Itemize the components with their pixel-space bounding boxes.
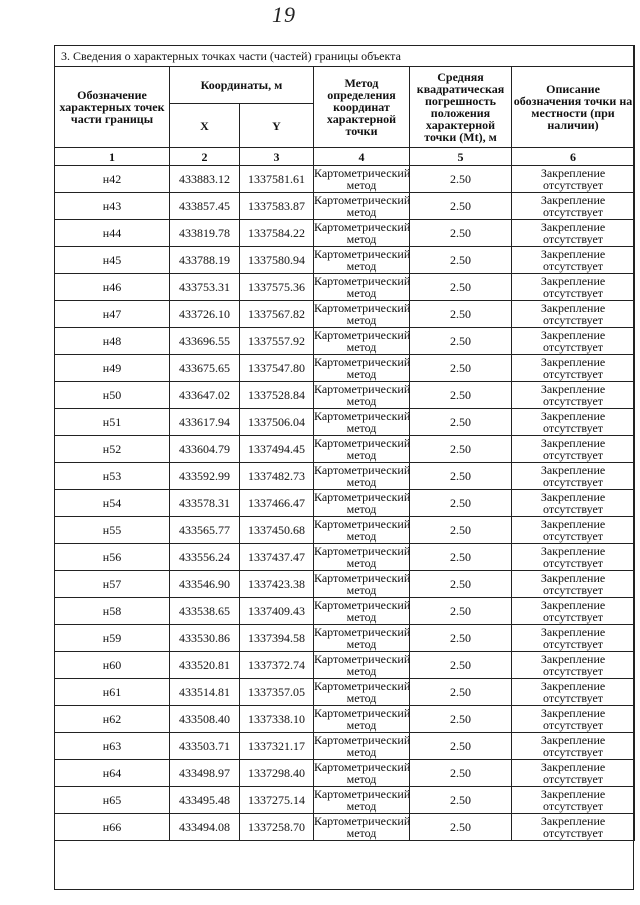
column-number: 4 — [314, 148, 410, 166]
description-cell: Закрепление отсутствует — [512, 706, 635, 733]
description-cell: Закрепление отсутствует — [512, 274, 635, 301]
description-cell: Закрепление отсутствует — [512, 301, 635, 328]
description-cell: Закрепление отсутствует — [512, 382, 635, 409]
y-coordinate-cell: 1337581.61 — [240, 166, 314, 193]
section-title: 3. Сведения о характерных точках части (частей) границы объекта — [55, 46, 635, 67]
point-cell: н51 — [55, 409, 170, 436]
point-cell: н61 — [55, 679, 170, 706]
header-x: X — [170, 104, 240, 148]
point-cell: н58 — [55, 598, 170, 625]
table-row — [55, 274, 635, 301]
table-row — [55, 436, 635, 463]
table-row — [55, 706, 635, 733]
x-coordinate-cell: 433647.02 — [170, 382, 240, 409]
y-coordinate-cell: 1337321.17 — [240, 733, 314, 760]
error-cell: 2.50 — [410, 787, 512, 814]
y-coordinate-cell: 1337466.47 — [240, 490, 314, 517]
column-number: 5 — [410, 148, 512, 166]
x-coordinate-cell: 433788.19 — [170, 247, 240, 274]
description-cell: Закрепление отсутствует — [512, 436, 635, 463]
method-cell: Картометрический метод — [314, 382, 411, 408]
header-coords: Координаты, м — [170, 67, 314, 104]
x-coordinate-cell: 433494.08 — [170, 814, 240, 841]
y-coordinate-cell: 1337298.40 — [240, 760, 314, 787]
y-coordinate-cell: 1337580.94 — [240, 247, 314, 274]
method-cell: Картометрический метод — [314, 436, 411, 462]
method-cell: Картометрический метод — [314, 652, 411, 678]
method-cell: Картометрический метод — [314, 490, 411, 516]
description-cell: Закрепление отсутствует — [512, 598, 635, 625]
y-coordinate-cell: 1337357.05 — [240, 679, 314, 706]
point-cell: н55 — [55, 517, 170, 544]
point-cell: н52 — [55, 436, 170, 463]
table-row — [55, 247, 635, 274]
point-cell: н49 — [55, 355, 170, 382]
description-cell: Закрепление отсутствует — [512, 490, 635, 517]
point-cell: н54 — [55, 490, 170, 517]
method-cell: Картометрический метод — [314, 220, 411, 246]
x-coordinate-cell: 433753.31 — [170, 274, 240, 301]
point-cell: н53 — [55, 463, 170, 490]
x-coordinate-cell: 433696.55 — [170, 328, 240, 355]
point-cell: н42 — [55, 166, 170, 193]
x-coordinate-cell: 433565.77 — [170, 517, 240, 544]
y-coordinate-cell: 1337372.74 — [240, 652, 314, 679]
method-cell: Картометрический метод — [314, 787, 411, 813]
description-cell: Закрепление отсутствует — [512, 193, 635, 220]
point-cell: н56 — [55, 544, 170, 571]
x-coordinate-cell: 433556.24 — [170, 544, 240, 571]
error-cell: 2.50 — [410, 436, 512, 463]
method-cell: Картометрический метод — [314, 463, 411, 489]
point-cell: н65 — [55, 787, 170, 814]
table-row — [55, 625, 635, 652]
x-coordinate-cell: 433726.10 — [170, 301, 240, 328]
error-cell: 2.50 — [410, 490, 512, 517]
point-cell: н63 — [55, 733, 170, 760]
error-cell: 2.50 — [410, 166, 512, 193]
x-coordinate-cell: 433498.97 — [170, 760, 240, 787]
table-row — [55, 490, 635, 517]
table-row — [55, 193, 635, 220]
y-coordinate-cell: 1337409.43 — [240, 598, 314, 625]
y-coordinate-cell: 1337575.36 — [240, 274, 314, 301]
x-coordinate-cell: 433503.71 — [170, 733, 240, 760]
description-cell: Закрепление отсутствует — [512, 571, 635, 598]
y-coordinate-cell: 1337423.38 — [240, 571, 314, 598]
x-coordinate-cell: 433675.65 — [170, 355, 240, 382]
description-cell: Закрепление отсутствует — [512, 247, 635, 274]
error-cell: 2.50 — [410, 409, 512, 436]
error-cell: 2.50 — [410, 193, 512, 220]
column-number: 1 — [55, 148, 170, 166]
method-cell: Картометрический метод — [314, 706, 411, 732]
error-cell: 2.50 — [410, 328, 512, 355]
error-cell: 2.50 — [410, 301, 512, 328]
y-coordinate-cell: 1337506.04 — [240, 409, 314, 436]
y-coordinate-cell: 1337338.10 — [240, 706, 314, 733]
column-number: 2 — [170, 148, 240, 166]
table-row — [55, 463, 635, 490]
error-cell: 2.50 — [410, 355, 512, 382]
description-cell: Закрепление отсутствует — [512, 544, 635, 571]
header-method: Метод определения координат характерной точки — [314, 67, 410, 148]
x-coordinate-cell: 433617.94 — [170, 409, 240, 436]
table-row — [55, 598, 635, 625]
method-cell: Картометрический метод — [314, 679, 411, 705]
y-coordinate-cell: 1337584.22 — [240, 220, 314, 247]
point-cell: н46 — [55, 274, 170, 301]
header-description: Описание обозначения точки на местности (при наличии) — [512, 67, 635, 148]
description-cell: Закрепление отсутствует — [512, 679, 635, 706]
description-cell: Закрепление отсутствует — [512, 166, 635, 193]
y-coordinate-cell: 1337494.45 — [240, 436, 314, 463]
error-cell: 2.50 — [410, 463, 512, 490]
method-cell: Картометрический метод — [314, 166, 411, 192]
y-coordinate-cell: 1337557.92 — [240, 328, 314, 355]
y-coordinate-cell: 1337567.82 — [240, 301, 314, 328]
y-coordinate-cell: 1337437.47 — [240, 544, 314, 571]
x-coordinate-cell: 433538.65 — [170, 598, 240, 625]
error-cell: 2.50 — [410, 598, 512, 625]
error-cell: 2.50 — [410, 760, 512, 787]
error-cell: 2.50 — [410, 814, 512, 841]
y-coordinate-cell: 1337482.73 — [240, 463, 314, 490]
point-cell: н45 — [55, 247, 170, 274]
point-cell: н47 — [55, 301, 170, 328]
y-coordinate-cell: 1337394.58 — [240, 625, 314, 652]
x-coordinate-cell: 433514.81 — [170, 679, 240, 706]
point-cell: н60 — [55, 652, 170, 679]
table-row — [55, 544, 635, 571]
y-coordinate-cell: 1337275.14 — [240, 787, 314, 814]
table-row — [55, 571, 635, 598]
description-cell: Закрепление отсутствует — [512, 328, 635, 355]
point-cell: н59 — [55, 625, 170, 652]
table-row — [55, 382, 635, 409]
error-cell: 2.50 — [410, 544, 512, 571]
header-y: Y — [240, 104, 314, 148]
table-row — [55, 301, 635, 328]
method-cell: Картометрический метод — [314, 625, 411, 651]
description-cell: Закрепление отсутствует — [512, 814, 635, 841]
method-cell: Картометрический метод — [314, 814, 411, 840]
point-cell: н44 — [55, 220, 170, 247]
x-coordinate-cell: 433495.48 — [170, 787, 240, 814]
description-cell: Закрепление отсутствует — [512, 652, 635, 679]
table-row — [55, 814, 635, 841]
error-cell: 2.50 — [410, 274, 512, 301]
x-coordinate-cell: 433578.31 — [170, 490, 240, 517]
table-row — [55, 355, 635, 382]
table-row — [55, 787, 635, 814]
header-point: Обозначение характерных точек части границы — [55, 67, 170, 148]
point-cell: н57 — [55, 571, 170, 598]
description-cell: Закрепление отсутствует — [512, 517, 635, 544]
x-coordinate-cell: 433508.40 — [170, 706, 240, 733]
method-cell: Картометрический метод — [314, 733, 411, 759]
point-cell: н66 — [55, 814, 170, 841]
y-coordinate-cell: 1337583.87 — [240, 193, 314, 220]
description-cell: Закрепление отсутствует — [512, 409, 635, 436]
x-coordinate-cell: 433530.86 — [170, 625, 240, 652]
table-row — [55, 166, 635, 193]
description-cell: Закрепление отсутствует — [512, 220, 635, 247]
table-row — [55, 760, 635, 787]
error-cell: 2.50 — [410, 517, 512, 544]
method-cell: Картометрический метод — [314, 544, 411, 570]
method-cell: Картометрический метод — [314, 598, 411, 624]
method-cell: Картометрический метод — [314, 193, 411, 219]
description-cell: Закрепление отсутствует — [512, 733, 635, 760]
description-cell: Закрепление отсутствует — [512, 760, 635, 787]
error-cell: 2.50 — [410, 706, 512, 733]
error-cell: 2.50 — [410, 733, 512, 760]
x-coordinate-cell: 433604.79 — [170, 436, 240, 463]
method-cell: Картометрический метод — [314, 328, 411, 354]
point-cell: н50 — [55, 382, 170, 409]
point-cell: н48 — [55, 328, 170, 355]
method-cell: Картометрический метод — [314, 274, 411, 300]
y-coordinate-cell: 1337528.84 — [240, 382, 314, 409]
error-cell: 2.50 — [410, 247, 512, 274]
point-cell: н43 — [55, 193, 170, 220]
y-coordinate-cell: 1337450.68 — [240, 517, 314, 544]
table-row — [55, 328, 635, 355]
header-error: Средняя квадратическая погрешность положения характерной точки (Mt), м — [410, 67, 512, 148]
table-row — [55, 409, 635, 436]
x-coordinate-cell: 433592.99 — [170, 463, 240, 490]
page-number: 19 — [272, 2, 296, 27]
table-row — [55, 679, 635, 706]
x-coordinate-cell: 433546.90 — [170, 571, 240, 598]
description-cell: Закрепление отсутствует — [512, 355, 635, 382]
description-cell: Закрепление отсутствует — [512, 463, 635, 490]
table-row — [55, 220, 635, 247]
error-cell: 2.50 — [410, 652, 512, 679]
table-body — [55, 166, 635, 841]
x-coordinate-cell: 433857.45 — [170, 193, 240, 220]
x-coordinate-cell: 433819.78 — [170, 220, 240, 247]
error-cell: 2.50 — [410, 625, 512, 652]
method-cell: Картометрический метод — [314, 301, 411, 327]
y-coordinate-cell: 1337258.70 — [240, 814, 314, 841]
error-cell: 2.50 — [410, 382, 512, 409]
method-cell: Картометрический метод — [314, 571, 411, 597]
description-cell: Закрепление отсутствует — [512, 625, 635, 652]
table-row — [55, 652, 635, 679]
method-cell: Картометрический метод — [314, 409, 411, 435]
point-cell: н62 — [55, 706, 170, 733]
method-cell: Картометрический метод — [314, 760, 411, 786]
error-cell: 2.50 — [410, 220, 512, 247]
method-cell: Картометрический метод — [314, 517, 411, 543]
table-row — [55, 517, 635, 544]
column-numbers-row — [55, 148, 635, 166]
column-number: 3 — [240, 148, 314, 166]
method-cell: Картометрический метод — [314, 355, 411, 381]
description-cell: Закрепление отсутствует — [512, 787, 635, 814]
error-cell: 2.50 — [410, 679, 512, 706]
y-coordinate-cell: 1337547.80 — [240, 355, 314, 382]
point-cell: н64 — [55, 760, 170, 787]
method-cell: Картометрический метод — [314, 247, 411, 273]
x-coordinate-cell: 433520.81 — [170, 652, 240, 679]
x-coordinate-cell: 433883.12 — [170, 166, 240, 193]
error-cell: 2.50 — [410, 571, 512, 598]
table-row — [55, 733, 635, 760]
characteristic-points-table — [54, 45, 635, 841]
column-number: 6 — [512, 148, 635, 166]
